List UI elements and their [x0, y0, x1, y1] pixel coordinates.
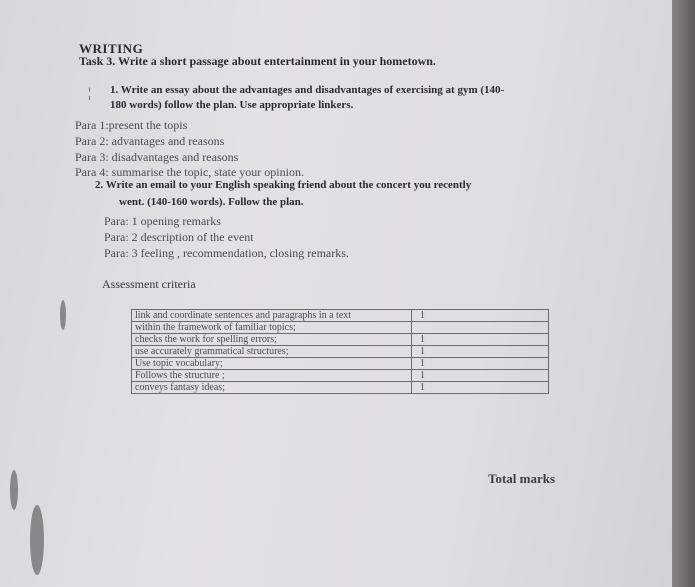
criterion-cell: checks the work for spelling errors;: [132, 334, 412, 346]
page-edge-shadow: [672, 0, 695, 587]
question-1-line-1: 1. Write an essay about the advantages and disadvantages of exercising at gym (140-: [110, 84, 505, 96]
criterion-cell: Use topic vocabulary;: [132, 358, 412, 370]
ink-smudge: [10, 470, 18, 510]
ink-smudge: [60, 300, 66, 330]
table-row: [132, 310, 549, 322]
table-row: [132, 370, 549, 382]
question-1-para-3: Para 3: disadvantages and reasons: [75, 150, 239, 164]
mark-cell: 1: [412, 346, 549, 358]
mark-cell: 1: [412, 370, 549, 382]
criterion-cell: conveys fantasy ideas;: [132, 382, 412, 394]
criterion-cell: Follows the structure ;: [132, 370, 412, 382]
ink-smudge: [30, 505, 44, 575]
question-2-para-1: Para: 1 opening remarks: [104, 214, 221, 228]
criterion-cell: link and coordinate sentences and paragraphs in a text: [132, 310, 412, 322]
assessment-table: [131, 309, 549, 394]
question-2-line-1: 2. Write an email to your English speaking friend about the concert you recently: [95, 179, 472, 191]
mark-cell: [412, 322, 549, 334]
section-heading: WRITING: [79, 41, 144, 56]
mark-cell: 1: [412, 334, 549, 346]
question-2-para-2: Para: 2 description of the event: [104, 230, 254, 244]
table-row: [132, 322, 549, 334]
assessment-title: Assessment criteria: [102, 277, 196, 291]
question-1-para-4: Para 4: summarise the topic, state your opinion.: [75, 165, 304, 179]
task-title: Task 3. Write a short passage about entertainment in your hometown.: [79, 54, 436, 68]
table-row: [132, 358, 549, 370]
table-row: [132, 346, 549, 358]
question-1-line-2: 180 words) follow the plan. Use appropriate linkers.: [110, 99, 354, 111]
question-1-para-1: Para 1:present the topis: [75, 118, 188, 132]
mark-cell: 1: [412, 310, 549, 322]
question-2-line-2: went. (140-160 words). Follow the plan.: [119, 196, 304, 208]
question-1-para-2: Para 2: advantages and reasons: [75, 134, 225, 148]
criterion-cell: within the framework of familiar topics;: [132, 322, 412, 334]
question-2-para-3: Para: 3 feeling , recommendation, closing remarks.: [104, 246, 349, 260]
margin-mark: ¦: [88, 86, 91, 101]
mark-cell: 1: [412, 382, 549, 394]
table-row: [132, 382, 549, 394]
criterion-cell: use accurately grammatical structures;: [132, 346, 412, 358]
total-marks-label: Total marks: [488, 471, 556, 486]
table-row: [132, 334, 549, 346]
mark-cell: 1: [412, 358, 549, 370]
